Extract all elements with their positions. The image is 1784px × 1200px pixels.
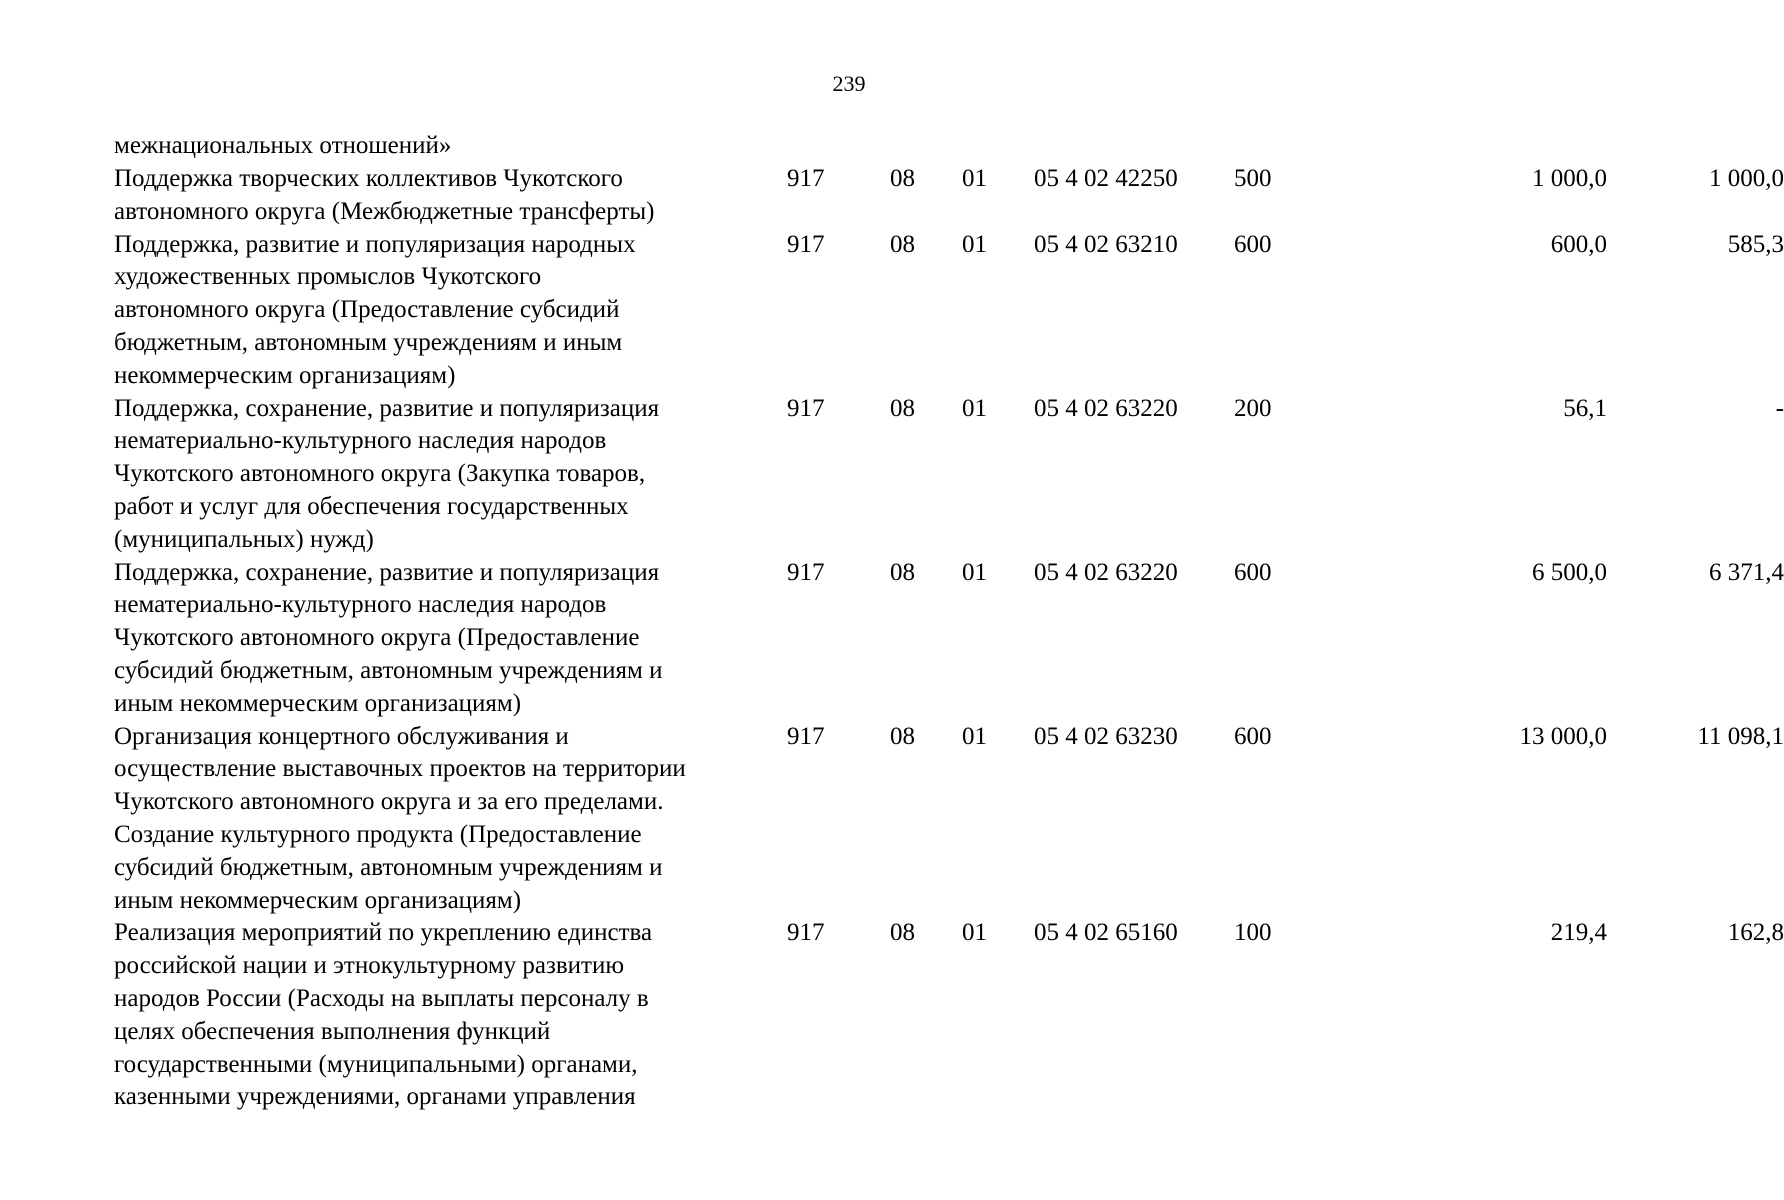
description-line: бюджетным, автономным учреждениям и иным [114,328,623,356]
description-line: Поддержка творческих коллективов Чукотского [114,165,623,192]
section-code: 08 [890,165,915,192]
subsection-code: 01 [962,722,987,750]
target-article-code: 05 4 02 63210 [1034,230,1178,258]
subsection-code: 01 [962,394,987,422]
subsection-code: 01 [962,558,987,586]
planned-amount: 1 000,0 [1532,165,1607,192]
section-code: 08 [890,558,915,586]
description-line: работ и услуг для обеспечения государственных [114,492,629,520]
expense-type-code: 500 [1234,165,1272,192]
description-line: целях обеспечения выполнения функций [114,1017,551,1045]
description-line: казенными учреждениями, органами управления [114,1083,636,1111]
description-line: Поддержка, развитие и популяризация народных [114,230,636,258]
table-row [114,557,1784,721]
subsection-code: 01 [962,230,987,258]
subsection-code: 01 [962,165,987,192]
target-article-code: 05 4 02 65160 [1034,919,1178,947]
executed-amount: 11 098,1 [1697,722,1784,750]
planned-amount: 219,4 [1550,919,1607,947]
table-row [114,163,1784,229]
section-code: 08 [890,919,915,947]
description-line: Поддержка, сохранение, развитие и популяризация [114,558,660,586]
executed-amount: 162,8 [1727,919,1784,947]
ved-code: 917 [787,919,825,947]
description-line: Реализация мероприятий по укреплению единства [114,919,653,947]
planned-amount: 13 000,0 [1519,722,1607,750]
page-number: 239 [832,71,866,96]
section-code: 08 [890,394,915,422]
target-article-code: 05 4 02 63220 [1034,394,1178,422]
ved-code: 917 [787,722,825,750]
expense-type-code: 600 [1234,558,1272,586]
row-description [114,557,794,721]
description-line: иным некоммерческим организациям) [114,689,522,717]
table-row [114,917,1784,1114]
budget-table [114,163,1784,1114]
row-description [114,393,794,557]
description-line: Создание культурного продукта (Предоставление [114,820,642,848]
ved-code: 917 [787,230,825,258]
table-row [114,393,1784,557]
planned-amount: 56,1 [1563,394,1607,422]
ved-code: 917 [787,165,825,192]
expense-type-code: 100 [1234,919,1272,947]
continuation-text: межнациональных отношений» [114,132,452,159]
description-line: Чукотского автономного округа и за его пределами. [114,788,664,816]
table-row [114,229,1784,393]
expense-type-code: 600 [1234,230,1272,258]
planned-amount: 6 500,0 [1532,558,1607,586]
row-description [114,721,794,918]
description-line: народов России (Расходы на выплаты персоналу в [114,984,649,1012]
subsection-code: 01 [962,919,987,947]
executed-amount: 1 000,0 [1709,165,1784,192]
section-code: 08 [890,722,915,750]
expense-type-code: 600 [1234,722,1272,750]
ved-code: 917 [787,394,825,422]
target-article-code: 05 4 02 63230 [1034,722,1178,750]
ved-code: 917 [787,558,825,586]
planned-amount: 600,0 [1550,230,1607,258]
target-article-code: 05 4 02 63220 [1034,558,1178,586]
description-line: иным некоммерческим организациям) [114,886,522,914]
section-code: 08 [890,230,915,258]
target-article-code: 05 4 02 42250 [1034,165,1178,192]
table-row [114,721,1784,918]
description-line: Чукотского автономного округа (Закупка товаров, [114,460,646,488]
description-line: осуществление выставочных проектов на территории [114,755,686,783]
description-line: некоммерческим организациям) [114,361,456,389]
description-line: автономного округа (Предоставление субсидий [114,296,620,324]
row-description [114,229,794,393]
executed-amount: 6 371,4 [1709,558,1784,586]
description-line: автономного округа (Межбюджетные трансферты) [114,197,655,225]
description-line: художественных промыслов Чукотского [114,263,542,291]
description-line: Организация концертного обслуживания и [114,722,569,750]
executed-amount: - [1775,394,1784,422]
row-description [114,917,794,1114]
description-line: государственными (муниципальными) органами, [114,1050,638,1078]
executed-amount: 585,3 [1727,230,1784,258]
expense-type-code: 200 [1234,394,1272,422]
description-line: нематериально-культурного наследия народов [114,591,607,619]
description-line: Поддержка, сохранение, развитие и популяризация [114,394,660,422]
row-description [114,163,794,229]
description-line: нематериально-культурного наследия народов [114,427,607,455]
description-line: субсидий бюджетным, автономным учреждениям и [114,853,663,881]
description-line: российской нации и этнокультурному развитию [114,952,625,980]
description-line: Чукотского автономного округа (Предоставление [114,624,640,652]
description-line: субсидий бюджетным, автономным учреждениям и [114,656,663,684]
description-line: (муниципальных) нужд) [114,525,374,553]
